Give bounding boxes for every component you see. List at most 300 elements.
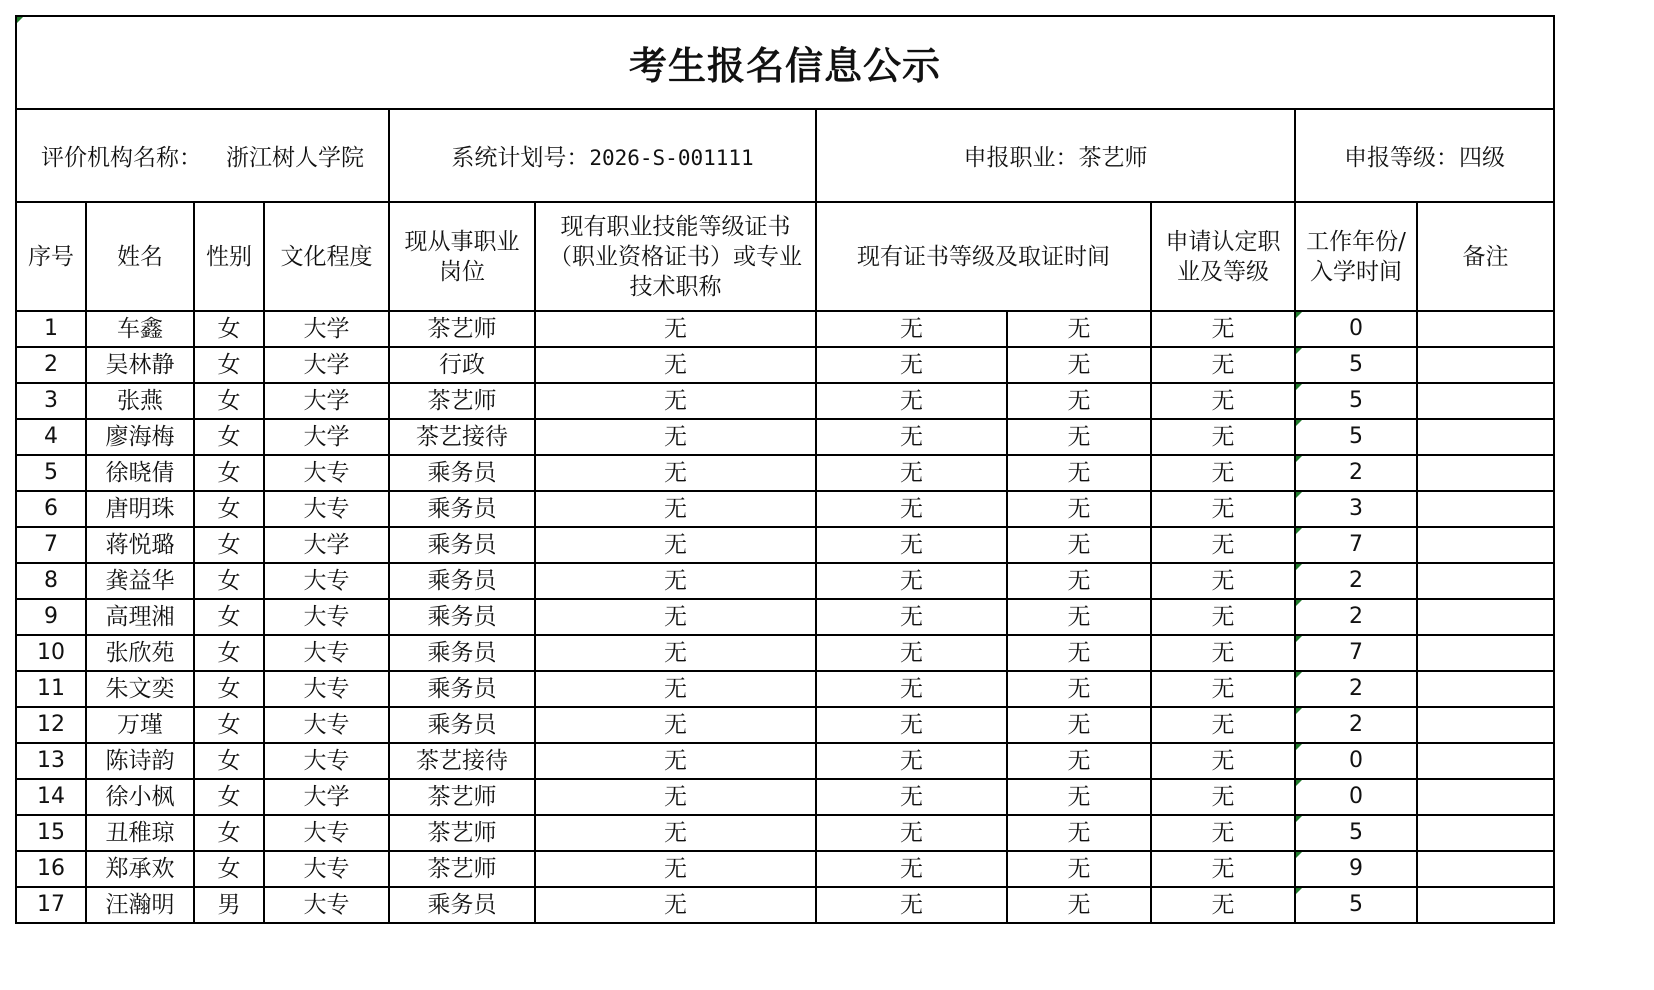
cell-seq-text: 1 bbox=[44, 316, 58, 341]
cell-education[interactable] bbox=[264, 311, 389, 347]
cell-name[interactable] bbox=[86, 491, 194, 527]
cell-gender-text: 女 bbox=[217, 712, 241, 738]
table-row bbox=[16, 527, 1554, 563]
cell-cert-level[interactable] bbox=[816, 599, 1007, 635]
cell-cert-time[interactable] bbox=[1007, 887, 1151, 923]
cell-cert-level[interactable] bbox=[816, 491, 1007, 527]
cell-cert-time[interactable] bbox=[1007, 671, 1151, 707]
cell-cert-level-text: 无 bbox=[900, 496, 923, 522]
cell-remarks[interactable] bbox=[1417, 743, 1554, 779]
cell-seq[interactable] bbox=[16, 635, 86, 671]
cell-apply[interactable] bbox=[1151, 779, 1295, 815]
cell-gender[interactable] bbox=[194, 419, 264, 455]
cell-name[interactable] bbox=[86, 851, 194, 887]
level-label: 申报等级： bbox=[1344, 145, 1459, 171]
cell-gender[interactable] bbox=[194, 635, 264, 671]
org-value: 浙江树人学院 bbox=[226, 145, 364, 171]
cell-job-text: 茶艺师 bbox=[427, 388, 497, 414]
table-row bbox=[16, 707, 1554, 743]
table-row bbox=[16, 455, 1554, 491]
cell-cert-level[interactable] bbox=[816, 383, 1007, 419]
cell-seq[interactable] bbox=[16, 419, 86, 455]
cell-apply[interactable] bbox=[1151, 527, 1295, 563]
cell-cert-time-text: 无 bbox=[1067, 676, 1091, 702]
cell-work-years[interactable] bbox=[1295, 527, 1417, 563]
cell-name-text: 唐明珠 bbox=[105, 496, 175, 522]
cell-gender-text: 女 bbox=[217, 856, 241, 882]
cell-name[interactable] bbox=[86, 311, 194, 347]
cell-gender-text: 女 bbox=[217, 424, 241, 450]
cell-cert-level[interactable] bbox=[816, 779, 1007, 815]
cell-work-years[interactable] bbox=[1295, 347, 1417, 383]
cell-gender-text: 女 bbox=[217, 316, 241, 342]
cell-cert-time[interactable] bbox=[1007, 851, 1151, 887]
cell-seq[interactable] bbox=[16, 779, 86, 815]
header-work-years[interactable]: 工作年份/入学时间 bbox=[1295, 202, 1417, 311]
cell-cert-time-text: 无 bbox=[1067, 604, 1091, 630]
header-gender[interactable]: 性别 bbox=[194, 202, 264, 311]
header-remarks[interactable]: 备注 bbox=[1417, 202, 1554, 311]
cell-apply[interactable] bbox=[1151, 671, 1295, 707]
cell-existing-cert[interactable] bbox=[535, 563, 816, 599]
cell-name-text: 廖海梅 bbox=[105, 424, 175, 450]
cell-work-years-text: 0 bbox=[1349, 748, 1363, 773]
cell-remarks[interactable] bbox=[1417, 671, 1554, 707]
cell-seq[interactable] bbox=[16, 311, 86, 347]
cell-job[interactable] bbox=[389, 815, 535, 851]
header-apply-occupation[interactable]: 申请认定职业及等级 bbox=[1151, 202, 1295, 311]
cell-marker-icon bbox=[1296, 420, 1302, 426]
cell-existing-cert-text: 无 bbox=[664, 640, 687, 666]
cell-seq-text: 4 bbox=[44, 424, 58, 449]
cell-work-years[interactable] bbox=[1295, 491, 1417, 527]
cell-name[interactable] bbox=[86, 707, 194, 743]
cell-existing-cert[interactable] bbox=[535, 779, 816, 815]
cell-gender[interactable] bbox=[194, 671, 264, 707]
cell-apply-text: 无 bbox=[1211, 604, 1235, 630]
cell-apply[interactable] bbox=[1151, 707, 1295, 743]
table-row bbox=[16, 599, 1554, 635]
cell-education[interactable] bbox=[264, 707, 389, 743]
cell-education[interactable] bbox=[264, 851, 389, 887]
title-cell[interactable] bbox=[16, 16, 1554, 109]
cell-education-text: 大学 bbox=[303, 424, 350, 450]
cell-cert-time-text: 无 bbox=[1067, 352, 1091, 378]
cell-name[interactable] bbox=[86, 743, 194, 779]
cell-seq[interactable] bbox=[16, 671, 86, 707]
org-label: 评价机构名称： bbox=[41, 145, 202, 171]
cell-education[interactable] bbox=[264, 635, 389, 671]
cell-cert-time[interactable] bbox=[1007, 743, 1151, 779]
header-existing-cert[interactable]: 现有职业技能等级证书（职业资格证书）或专业技术职称 bbox=[535, 202, 816, 311]
cell-remarks[interactable] bbox=[1417, 347, 1554, 383]
cell-marker-icon bbox=[1296, 780, 1302, 786]
cell-work-years[interactable] bbox=[1295, 599, 1417, 635]
cell-seq[interactable] bbox=[16, 563, 86, 599]
cell-apply[interactable] bbox=[1151, 815, 1295, 851]
cell-name-text: 蒋悦璐 bbox=[105, 532, 175, 558]
cell-seq[interactable] bbox=[16, 815, 86, 851]
cell-gender-text: 女 bbox=[217, 820, 241, 846]
cell-job-text: 茶艺接待 bbox=[416, 424, 508, 450]
cell-seq[interactable] bbox=[16, 455, 86, 491]
cell-existing-cert-text: 无 bbox=[664, 748, 687, 774]
cell-cert-level-text: 无 bbox=[900, 856, 923, 882]
cell-job-text: 乘务员 bbox=[427, 604, 497, 630]
cell-seq[interactable] bbox=[16, 887, 86, 923]
cell-apply[interactable] bbox=[1151, 491, 1295, 527]
cell-job[interactable] bbox=[389, 491, 535, 527]
cell-work-years-text: 5 bbox=[1349, 892, 1363, 917]
cell-job[interactable] bbox=[389, 383, 535, 419]
cell-existing-cert[interactable] bbox=[535, 347, 816, 383]
cell-name[interactable] bbox=[86, 455, 194, 491]
cell-remarks[interactable] bbox=[1417, 383, 1554, 419]
cell-seq[interactable] bbox=[16, 743, 86, 779]
cell-gender[interactable] bbox=[194, 527, 264, 563]
cell-seq[interactable] bbox=[16, 347, 86, 383]
table-row bbox=[16, 815, 1554, 851]
cell-cert-time-text: 无 bbox=[1067, 820, 1091, 846]
cell-work-years[interactable] bbox=[1295, 887, 1417, 923]
cell-seq[interactable] bbox=[16, 851, 86, 887]
cell-cert-level-text: 无 bbox=[900, 640, 923, 666]
cell-cert-time-text: 无 bbox=[1067, 460, 1091, 486]
cell-cert-time[interactable] bbox=[1007, 527, 1151, 563]
cell-job[interactable] bbox=[389, 347, 535, 383]
cell-seq[interactable] bbox=[16, 527, 86, 563]
cell-existing-cert[interactable] bbox=[535, 599, 816, 635]
cell-gender[interactable] bbox=[194, 887, 264, 923]
cell-existing-cert[interactable] bbox=[535, 635, 816, 671]
cell-cert-level[interactable] bbox=[816, 563, 1007, 599]
cell-cert-level-text: 无 bbox=[900, 352, 923, 378]
table-row bbox=[16, 887, 1554, 923]
cell-seq-text: 16 bbox=[37, 856, 65, 881]
cell-work-years[interactable] bbox=[1295, 779, 1417, 815]
cell-work-years[interactable] bbox=[1295, 635, 1417, 671]
cell-job[interactable] bbox=[389, 455, 535, 491]
cell-gender[interactable] bbox=[194, 707, 264, 743]
cell-existing-cert-text: 无 bbox=[664, 496, 687, 522]
plan-value: 2026-S-001111 bbox=[589, 146, 754, 170]
cell-remarks[interactable] bbox=[1417, 707, 1554, 743]
cell-job[interactable] bbox=[389, 599, 535, 635]
cell-seq-text: 12 bbox=[37, 712, 65, 737]
cell-work-years-text: 0 bbox=[1349, 784, 1363, 809]
cell-job-text: 茶艺接待 bbox=[416, 748, 508, 774]
header-seq[interactable]: 序号 bbox=[16, 202, 86, 311]
cell-work-years-text: 2 bbox=[1349, 676, 1363, 701]
cell-cert-level-text: 无 bbox=[900, 460, 923, 486]
cell-cert-time[interactable] bbox=[1007, 311, 1151, 347]
table-row bbox=[16, 671, 1554, 707]
cell-existing-cert[interactable] bbox=[535, 527, 816, 563]
cell-job[interactable] bbox=[389, 707, 535, 743]
cell-existing-cert-text: 无 bbox=[664, 388, 687, 414]
cell-cert-level[interactable] bbox=[816, 527, 1007, 563]
cell-cert-level-text: 无 bbox=[900, 748, 923, 774]
cell-marker-icon bbox=[1296, 564, 1302, 570]
cell-apply[interactable] bbox=[1151, 563, 1295, 599]
cell-remarks[interactable] bbox=[1417, 491, 1554, 527]
cell-remarks[interactable] bbox=[1417, 527, 1554, 563]
cell-job-text: 乘务员 bbox=[427, 496, 497, 522]
plan-cell[interactable] bbox=[389, 109, 816, 202]
cell-apply[interactable] bbox=[1151, 887, 1295, 923]
cell-job[interactable] bbox=[389, 887, 535, 923]
cell-existing-cert-text: 无 bbox=[664, 352, 687, 378]
cell-work-years[interactable] bbox=[1295, 815, 1417, 851]
cell-gender[interactable] bbox=[194, 815, 264, 851]
cell-cert-time[interactable] bbox=[1007, 779, 1151, 815]
cell-work-years[interactable] bbox=[1295, 743, 1417, 779]
cell-existing-cert-text: 无 bbox=[664, 856, 687, 882]
cell-remarks[interactable] bbox=[1417, 815, 1554, 851]
cell-name[interactable] bbox=[86, 563, 194, 599]
cell-existing-cert-text: 无 bbox=[664, 424, 687, 450]
cell-cert-level[interactable] bbox=[816, 851, 1007, 887]
cell-cert-time-text: 无 bbox=[1067, 388, 1091, 414]
cell-existing-cert[interactable] bbox=[535, 851, 816, 887]
cell-cert-level[interactable] bbox=[816, 311, 1007, 347]
cell-apply[interactable] bbox=[1151, 455, 1295, 491]
info-row bbox=[16, 109, 1554, 202]
cell-name[interactable] bbox=[86, 347, 194, 383]
cell-existing-cert-text: 无 bbox=[664, 604, 687, 630]
cell-work-years[interactable] bbox=[1295, 419, 1417, 455]
cell-work-years[interactable] bbox=[1295, 455, 1417, 491]
cell-gender[interactable] bbox=[194, 383, 264, 419]
cell-work-years-text: 3 bbox=[1349, 496, 1363, 521]
cell-gender-text: 女 bbox=[217, 352, 241, 378]
cell-apply[interactable] bbox=[1151, 347, 1295, 383]
cell-education[interactable] bbox=[264, 383, 389, 419]
cell-cert-level[interactable] bbox=[816, 707, 1007, 743]
cell-job[interactable] bbox=[389, 779, 535, 815]
cell-gender[interactable] bbox=[194, 347, 264, 383]
cell-job[interactable] bbox=[389, 635, 535, 671]
cell-gender[interactable] bbox=[194, 743, 264, 779]
cell-education[interactable] bbox=[264, 887, 389, 923]
table-row bbox=[16, 635, 1554, 671]
level-cell[interactable] bbox=[1295, 109, 1554, 202]
cell-remarks[interactable] bbox=[1417, 779, 1554, 815]
cell-seq-text: 7 bbox=[44, 532, 58, 557]
header-current-job[interactable]: 现从事职业岗位 bbox=[389, 202, 535, 311]
cell-apply[interactable] bbox=[1151, 419, 1295, 455]
cell-job[interactable] bbox=[389, 743, 535, 779]
cell-work-years[interactable] bbox=[1295, 671, 1417, 707]
cell-remarks[interactable] bbox=[1417, 419, 1554, 455]
cell-seq[interactable] bbox=[16, 491, 86, 527]
cell-remarks[interactable] bbox=[1417, 311, 1554, 347]
cell-remarks[interactable] bbox=[1417, 563, 1554, 599]
org-cell[interactable] bbox=[16, 109, 389, 202]
cell-apply-text: 无 bbox=[1211, 784, 1235, 810]
cell-cert-level[interactable] bbox=[816, 635, 1007, 671]
cell-gender[interactable] bbox=[194, 491, 264, 527]
cell-education[interactable] bbox=[264, 815, 389, 851]
cell-existing-cert[interactable] bbox=[535, 455, 816, 491]
cell-education[interactable] bbox=[264, 527, 389, 563]
cell-gender[interactable] bbox=[194, 779, 264, 815]
cell-name-text: 郑承欢 bbox=[105, 856, 175, 882]
table-row bbox=[16, 491, 1554, 527]
cell-name[interactable] bbox=[86, 419, 194, 455]
cell-name-text: 车鑫 bbox=[117, 316, 163, 342]
cell-seq[interactable] bbox=[16, 383, 86, 419]
cell-apply[interactable] bbox=[1151, 311, 1295, 347]
cell-work-years-text: 5 bbox=[1349, 424, 1363, 449]
cell-existing-cert[interactable] bbox=[535, 383, 816, 419]
cell-work-years-text: 2 bbox=[1349, 460, 1363, 485]
cell-name-text: 陈诗韵 bbox=[105, 748, 175, 774]
cell-seq[interactable] bbox=[16, 599, 86, 635]
cell-existing-cert[interactable] bbox=[535, 491, 816, 527]
cell-existing-cert[interactable] bbox=[535, 743, 816, 779]
cell-education[interactable] bbox=[264, 599, 389, 635]
cell-cert-level[interactable] bbox=[816, 347, 1007, 383]
cell-cert-time[interactable] bbox=[1007, 491, 1151, 527]
cell-cert-level[interactable] bbox=[816, 743, 1007, 779]
cell-marker-icon bbox=[1296, 528, 1302, 534]
cell-apply[interactable] bbox=[1151, 383, 1295, 419]
cell-cert-level[interactable] bbox=[816, 455, 1007, 491]
cell-name-text: 吴林静 bbox=[105, 352, 175, 378]
cell-name[interactable] bbox=[86, 527, 194, 563]
cell-cert-time[interactable] bbox=[1007, 563, 1151, 599]
cell-marker-icon bbox=[1296, 744, 1302, 750]
cell-cert-time[interactable] bbox=[1007, 419, 1151, 455]
cell-seq-text: 14 bbox=[37, 784, 65, 809]
occupation-value: 茶艺师 bbox=[1078, 145, 1148, 171]
cell-name-text: 丑稚琼 bbox=[105, 820, 175, 846]
cell-cert-level[interactable] bbox=[816, 419, 1007, 455]
cell-work-years[interactable] bbox=[1295, 563, 1417, 599]
cell-job-text: 茶艺师 bbox=[427, 316, 497, 342]
cell-job[interactable] bbox=[389, 419, 535, 455]
cell-education-text: 大专 bbox=[303, 820, 350, 846]
cell-gender[interactable] bbox=[194, 455, 264, 491]
cell-education[interactable] bbox=[264, 419, 389, 455]
cell-apply-text: 无 bbox=[1211, 856, 1235, 882]
cell-work-years[interactable] bbox=[1295, 851, 1417, 887]
cell-education[interactable] bbox=[264, 671, 389, 707]
cell-existing-cert[interactable] bbox=[535, 671, 816, 707]
cell-name[interactable] bbox=[86, 887, 194, 923]
cell-cert-time-text: 无 bbox=[1067, 316, 1091, 342]
cell-education[interactable] bbox=[264, 491, 389, 527]
cell-education[interactable] bbox=[264, 563, 389, 599]
cell-existing-cert[interactable] bbox=[535, 707, 816, 743]
cell-cert-time[interactable] bbox=[1007, 815, 1151, 851]
cell-apply[interactable] bbox=[1151, 851, 1295, 887]
cell-apply-text: 无 bbox=[1211, 496, 1235, 522]
cell-cert-time[interactable] bbox=[1007, 347, 1151, 383]
cell-remarks[interactable] bbox=[1417, 599, 1554, 635]
cell-gender-text: 女 bbox=[217, 568, 241, 594]
cell-seq-text: 3 bbox=[44, 388, 58, 413]
cell-name[interactable] bbox=[86, 671, 194, 707]
cell-seq-text: 6 bbox=[44, 496, 58, 521]
cell-name[interactable] bbox=[86, 635, 194, 671]
cell-work-years[interactable] bbox=[1295, 383, 1417, 419]
cell-cert-time[interactable] bbox=[1007, 455, 1151, 491]
cell-education[interactable] bbox=[264, 779, 389, 815]
cell-name[interactable] bbox=[86, 599, 194, 635]
cell-existing-cert-text: 无 bbox=[664, 892, 687, 918]
cell-job[interactable] bbox=[389, 563, 535, 599]
cell-gender[interactable] bbox=[194, 851, 264, 887]
cell-education-text: 大专 bbox=[303, 568, 350, 594]
cell-existing-cert[interactable] bbox=[535, 815, 816, 851]
cell-gender[interactable] bbox=[194, 599, 264, 635]
cell-job[interactable] bbox=[389, 527, 535, 563]
cell-cert-level[interactable] bbox=[816, 887, 1007, 923]
cell-apply[interactable] bbox=[1151, 599, 1295, 635]
cell-apply-text: 无 bbox=[1211, 352, 1235, 378]
cell-education[interactable] bbox=[264, 455, 389, 491]
cell-name[interactable] bbox=[86, 779, 194, 815]
cell-job[interactable] bbox=[389, 311, 535, 347]
cell-existing-cert-text: 无 bbox=[664, 532, 687, 558]
cell-apply[interactable] bbox=[1151, 743, 1295, 779]
header-name[interactable]: 姓名 bbox=[86, 202, 194, 311]
cell-education-text: 大专 bbox=[303, 640, 350, 666]
occupation-cell[interactable] bbox=[816, 109, 1295, 202]
header-education[interactable]: 文化程度 bbox=[264, 202, 389, 311]
cell-cert-time[interactable] bbox=[1007, 383, 1151, 419]
cell-cert-level[interactable] bbox=[816, 815, 1007, 851]
cell-cert-level[interactable] bbox=[816, 671, 1007, 707]
cell-apply-text: 无 bbox=[1211, 640, 1235, 666]
cell-gender[interactable] bbox=[194, 311, 264, 347]
cell-work-years[interactable] bbox=[1295, 707, 1417, 743]
cell-cert-time[interactable] bbox=[1007, 707, 1151, 743]
cell-education-text: 大专 bbox=[303, 856, 350, 882]
occupation-label: 申报职业： bbox=[963, 145, 1079, 171]
cell-apply[interactable] bbox=[1151, 635, 1295, 671]
cell-job-text: 乘务员 bbox=[427, 532, 497, 558]
cell-seq[interactable] bbox=[16, 707, 86, 743]
cell-cert-level-text: 无 bbox=[900, 316, 923, 342]
cell-cert-time[interactable] bbox=[1007, 635, 1151, 671]
cell-existing-cert[interactable] bbox=[535, 311, 816, 347]
cell-remarks[interactable] bbox=[1417, 851, 1554, 887]
cell-education[interactable] bbox=[264, 347, 389, 383]
cell-job[interactable] bbox=[389, 671, 535, 707]
cell-marker-icon bbox=[1296, 600, 1302, 606]
cell-remarks[interactable] bbox=[1417, 455, 1554, 491]
cell-name[interactable] bbox=[86, 383, 194, 419]
cell-gender[interactable] bbox=[194, 563, 264, 599]
cell-existing-cert[interactable] bbox=[535, 887, 816, 923]
cell-remarks[interactable] bbox=[1417, 887, 1554, 923]
title-row bbox=[16, 16, 1554, 109]
header-cert-level-time[interactable]: 现有证书等级及取证时间 bbox=[816, 202, 1151, 311]
cell-existing-cert[interactable] bbox=[535, 419, 816, 455]
cell-remarks[interactable] bbox=[1417, 635, 1554, 671]
cell-work-years[interactable] bbox=[1295, 311, 1417, 347]
cell-work-years-text: 5 bbox=[1349, 388, 1363, 413]
cell-education[interactable] bbox=[264, 743, 389, 779]
cell-cert-time[interactable] bbox=[1007, 599, 1151, 635]
cell-job[interactable] bbox=[389, 851, 535, 887]
cell-work-years-text: 5 bbox=[1349, 820, 1363, 845]
cell-education-text: 大专 bbox=[303, 676, 350, 702]
cell-name[interactable] bbox=[86, 815, 194, 851]
